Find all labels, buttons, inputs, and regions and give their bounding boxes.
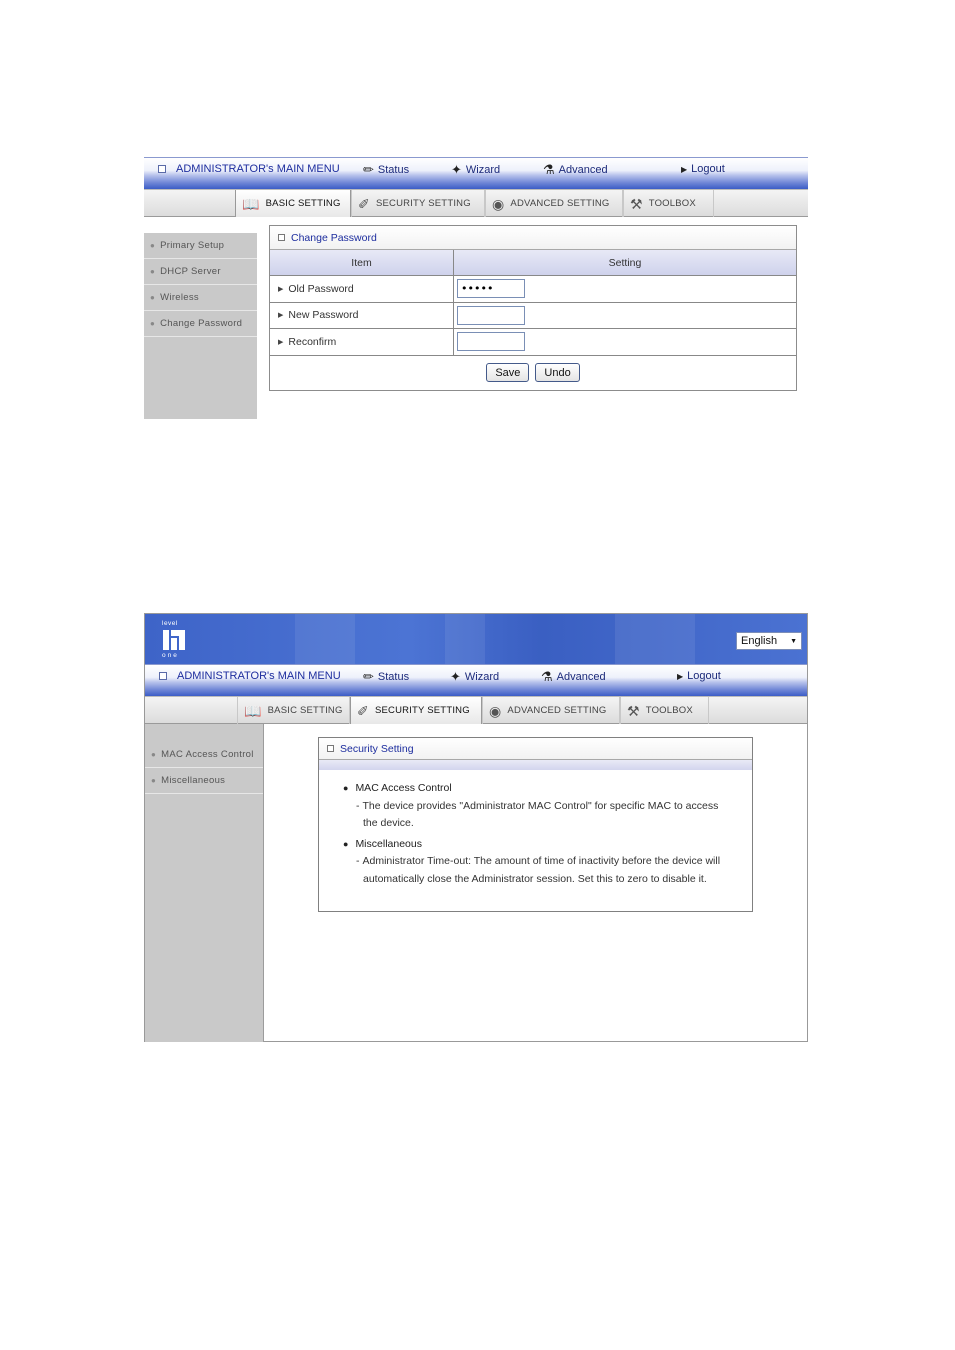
arrow-right-icon: ▶: [681, 164, 688, 174]
menu-status[interactable]: ✏ Status: [363, 669, 410, 684]
levelone-logo: level one: [162, 620, 188, 660]
button-row: [270, 356, 796, 390]
advanced-icon: ⚗: [543, 162, 555, 177]
tab-basic-setting[interactable]: 📖 BASIC SETTING: [237, 697, 350, 724]
change-password-screen: [144, 157, 808, 419]
square-icon: [327, 745, 334, 752]
bullet-icon: ●: [150, 241, 156, 250]
sidebar-item-dhcp-server[interactable]: ● DHCP Server: [144, 259, 257, 285]
tab-security-setting[interactable]: ✐ SECURITY SETTING: [351, 190, 485, 217]
triangle-right-icon: ▶: [278, 338, 284, 346]
reconfirm-password-input[interactable]: [457, 332, 525, 351]
bullet-icon: ●: [343, 838, 349, 849]
table-header: [270, 250, 796, 276]
security-setting-panel: [318, 737, 753, 912]
bullet-icon: ●: [150, 293, 156, 302]
basic-setting-icon: 📖: [244, 702, 262, 719]
square-icon: [158, 165, 166, 173]
advanced-setting-icon: ◉: [492, 195, 505, 212]
chevron-down-icon: ▼: [790, 637, 797, 645]
admin-main-menu[interactable]: ADMINISTRATOR's MAIN MENU: [159, 670, 341, 682]
sidebar: [144, 233, 257, 419]
header-setting: Setting: [608, 256, 642, 269]
main-menu-bar: [145, 664, 807, 696]
tab-advanced-setting[interactable]: ◉ ADVANCED SETTING: [482, 697, 620, 724]
bullet-icon: ●: [150, 319, 156, 328]
panel-title: Security Setting: [319, 738, 752, 760]
header-banner: [145, 614, 807, 664]
bullet-icon: ●: [343, 783, 349, 793]
menu-wizard[interactable]: ✦ Wizard: [450, 669, 500, 684]
wizard-icon: ✦: [451, 162, 462, 177]
square-icon: [278, 234, 285, 241]
tab-toolbox[interactable]: ⚒ TOOLBOX: [620, 697, 709, 724]
toolbox-icon: ⚒: [627, 702, 640, 719]
tab-basic-setting[interactable]: 📖 BASIC SETTING: [235, 190, 351, 217]
advanced-setting-icon: ◉: [489, 702, 502, 719]
security-setting-screen: [144, 613, 808, 1042]
new-password-input[interactable]: [457, 306, 525, 325]
undo-button[interactable]: Undo: [535, 363, 579, 382]
menu-wizard[interactable]: ✦ Wizard: [451, 162, 501, 177]
wizard-icon: ✦: [450, 669, 461, 684]
status-icon: ✏: [363, 162, 374, 177]
advanced-icon: ⚗: [541, 669, 553, 684]
menu-logout[interactable]: ▶ Logout: [677, 670, 721, 682]
bullet-icon: ●: [151, 776, 157, 785]
status-icon: ✏: [363, 669, 374, 684]
triangle-right-icon: ▶: [278, 312, 284, 320]
tab-bar: [144, 189, 808, 217]
section-title: ● MAC Access Control: [343, 780, 752, 798]
tab-toolbox[interactable]: ⚒ TOOLBOX: [623, 190, 714, 217]
square-icon: [159, 672, 167, 680]
security-setting-icon: ✐: [358, 195, 370, 212]
info-body: [319, 770, 752, 888]
sidebar-item-wireless[interactable]: ● Wireless: [144, 285, 257, 311]
toolbox-icon: ⚒: [630, 195, 643, 212]
sidebar-item-miscellaneous[interactable]: ● Miscellaneous: [145, 768, 263, 794]
security-setting-icon: ✐: [357, 702, 369, 719]
section-description: - Administrator Time-out: The amount of time of inactivity before the device will automatically close the Administrator session. Set this to zero to disable it.: [356, 855, 721, 885]
section-title: ● Miscellaneous: [343, 836, 752, 854]
sidebar: [145, 724, 263, 1042]
section-description: - The device provides "Administrator MAC Control" for specific MAC to access the device.: [356, 799, 719, 829]
header-item: Item: [270, 250, 454, 275]
menu-logout[interactable]: ▶ Logout: [681, 163, 725, 175]
admin-main-menu[interactable]: ADMINISTRATOR's MAIN MENU: [158, 163, 340, 175]
language-select[interactable]: English ▼: [736, 632, 802, 650]
menu-advanced[interactable]: ⚗ Advanced: [541, 669, 606, 684]
sidebar-item-change-password[interactable]: ● Change Password: [144, 311, 257, 337]
save-button[interactable]: Save: [486, 363, 529, 382]
table-row: ▶ Reconfirm: [270, 329, 796, 356]
bullet-icon: ●: [151, 750, 157, 759]
sidebar-item-primary-setup[interactable]: ● Primary Setup: [144, 233, 257, 259]
table-row: ▶ Old Password: [270, 276, 796, 303]
bullet-icon: ●: [150, 267, 156, 276]
panel-title: Change Password: [270, 226, 796, 250]
old-password-input[interactable]: [457, 279, 525, 298]
tab-advanced-setting[interactable]: ◉ ADVANCED SETTING: [485, 190, 623, 217]
menu-status[interactable]: ✏ Status: [363, 162, 410, 177]
tab-security-setting[interactable]: ✐ SECURITY SETTING: [350, 697, 482, 724]
menu-advanced[interactable]: ⚗ Advanced: [543, 162, 608, 177]
triangle-right-icon: ▶: [278, 285, 284, 293]
basic-setting-icon: 📖: [242, 195, 260, 212]
table-row: ▶ New Password: [270, 303, 796, 330]
main-menu-bar: [144, 157, 808, 189]
sidebar-item-mac-access-control[interactable]: ● MAC Access Control: [145, 742, 263, 768]
tab-bar: [145, 696, 807, 724]
change-password-panel: [269, 225, 797, 391]
arrow-right-icon: ▶: [677, 671, 684, 681]
